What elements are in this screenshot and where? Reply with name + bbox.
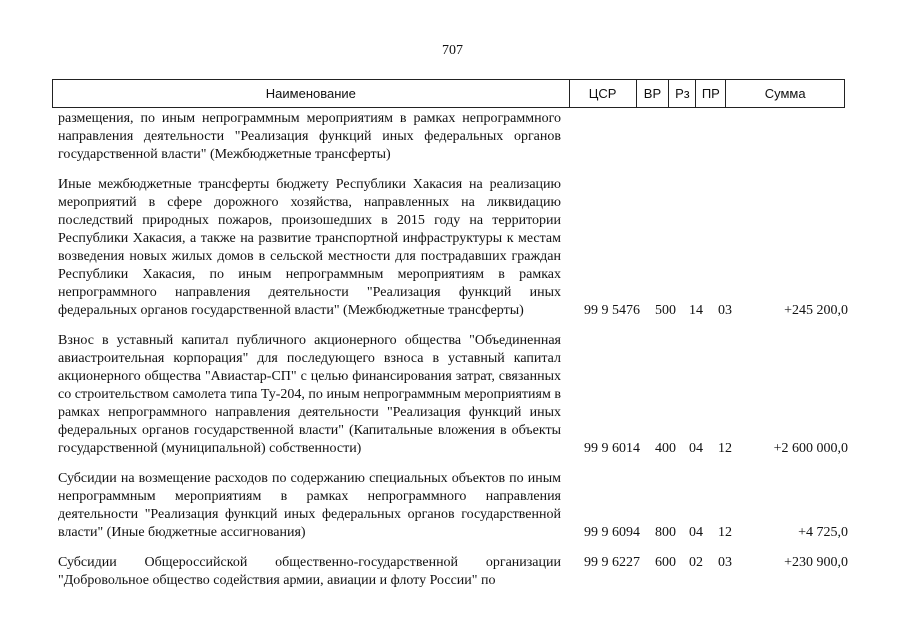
row-sum: +2 600 000,0 (773, 441, 848, 456)
row-sum: +230 900,0 (784, 555, 848, 570)
row-csr: 99 9 6094 (584, 525, 640, 540)
table-header (52, 79, 845, 108)
header-csr: ЦСР (569, 80, 636, 107)
row-text: Субсидии на возмещение расходов по содержанию специальных объектов по иным непрограммным мероприятиям в рамках непрограммного направления деятельности "Реализация функций иных федеральных органов государственной власти" (Иные бюджетные ассигнования) (58, 471, 561, 540)
row-rz: 04 (689, 525, 703, 540)
row-values (561, 440, 848, 458)
row-sum: +245 200,0 (784, 303, 848, 318)
row-vr: 400 (655, 441, 676, 456)
page-number: 707 (442, 43, 463, 58)
table-row (58, 470, 848, 542)
header-sum: Сумма (725, 80, 844, 107)
row-sum: +4 725,0 (798, 525, 848, 540)
table-row (58, 176, 848, 320)
row-csr: 99 9 6227 (584, 555, 640, 570)
row-values (561, 554, 848, 572)
table-body (58, 110, 848, 590)
row-pr: 03 (718, 555, 732, 570)
row-text: размещения, по иным непрограммным мероприятиям в рамках непрограммного направления деятельности "Реализация функций иных федеральных органов государственной власти" (Межбюджетные трансферты) (58, 111, 561, 162)
row-text: Субсидии Общероссийской общественно-государственной организации "Добровольное общество содействия армии, авиации и флоту России" по (58, 555, 561, 588)
header-vr: ВР (636, 80, 669, 107)
table-row (58, 554, 848, 590)
row-vr: 600 (655, 555, 676, 570)
row-rz: 04 (689, 441, 703, 456)
row-vr: 800 (655, 525, 676, 540)
row-values (561, 302, 848, 320)
row-rz: 14 (689, 303, 703, 318)
row-text: Иные межбюджетные трансферты бюджету Республики Хакасия на реализацию мероприятий в сфере дорожного хозяйства, направленных на ликвидацию последствий природных пожаров, произошедших в 2015 году на территории Республики Хакасия, а также на развитие транспортной инфраструктуры к местам возведения новых жилых домов в сельской местности для пострадавших граждан Республики Хакасия, по иным непрограммным мероприятиям в рамках непрограммного направления деятельности "Реализация функций иных федеральных органов государственной власти" (Межбюджетные трансферты) (58, 177, 561, 318)
header-rz: Рз (668, 80, 695, 107)
row-pr: 12 (718, 441, 732, 456)
row-csr: 99 9 5476 (584, 303, 640, 318)
row-rz: 02 (689, 555, 703, 570)
row-vr: 500 (655, 303, 676, 318)
row-csr: 99 9 6014 (584, 441, 640, 456)
table-row (58, 332, 848, 458)
row-values (561, 524, 848, 542)
header-pr: ПР (695, 80, 725, 107)
table-row (58, 110, 848, 164)
row-pr: 12 (718, 525, 732, 540)
header-name: Наименование (265, 86, 356, 101)
row-text: Взнос в уставный капитал публичного акционерного общества "Объединенная авиастроительная корпорация" для последующего взноса в уставный капитал акционерного общества "Авиастар-СП" с целью финансирования затрат, связанных со строительством самолета типа Ту-204, по иным непрограммным мероприятиям в рамках непрограммного направления деятельности "Реализация функций иных федеральных органов государственной власти" (Капитальные вложения в объекты государственной (муниципальной) собственности) (58, 333, 561, 456)
row-pr: 03 (718, 303, 732, 318)
row-values (561, 146, 848, 164)
